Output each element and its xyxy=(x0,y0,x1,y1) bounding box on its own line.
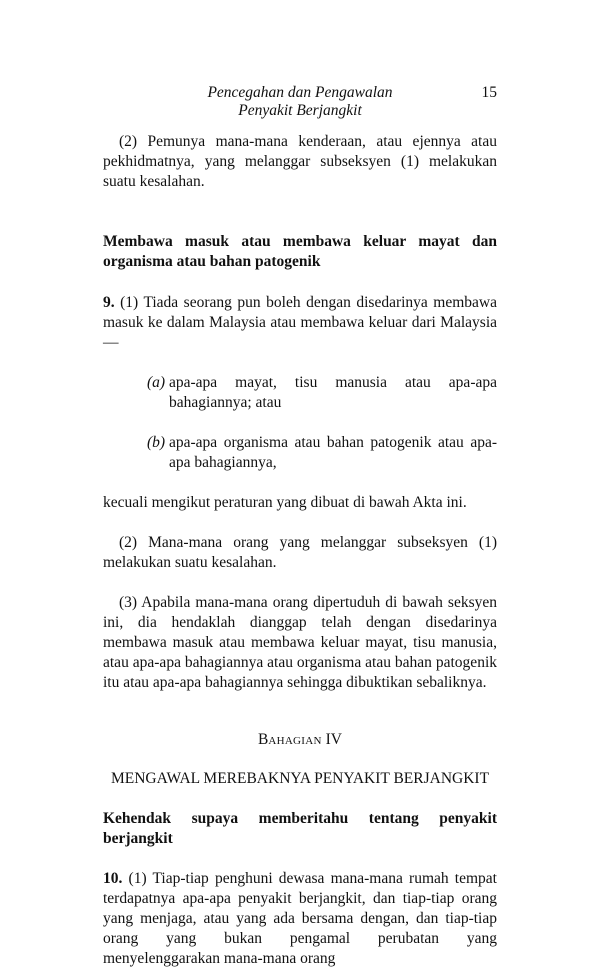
section-10-text xyxy=(103,869,497,969)
section-9-tail: kecuali mengikut peraturan yang dibuat di bawah Akta ini. xyxy=(103,494,467,511)
running-header xyxy=(103,84,497,120)
section-9-number: 9. xyxy=(103,294,115,311)
part-title: MENGAWAL MEREBAKNYA PENYAKIT BERJANGKIT xyxy=(110,770,490,787)
section-9-heading: Membawa masuk atau membawa keluar mayat dan organisma atau bahan patogenik xyxy=(103,233,497,270)
paragraph-8-2: (2) Pemunya mana-mana kenderaan, atau ejennya atau pekhidmatnya, yang melanggar subseksyen (1) melakukan suatu kesalahan. xyxy=(103,133,497,190)
item-b-text: apa-apa organisma atau bahan patogenik atau apa-apa bahagiannya, xyxy=(169,434,497,471)
item-b-label: (b) xyxy=(147,434,166,451)
section-9-item-a xyxy=(103,373,497,413)
part-label-initial: B xyxy=(257,731,269,748)
item-a-label: (a) xyxy=(147,374,166,391)
section-9-sub3: (3) Apabila mana-mana orang dipertuduh di bawah seksyen ini, dia hendaklah dianggap telah dengan disedarinya membawa masuk atau membawa keluar mayat, tisu manusia, atau apa-apa bahagiannya atau organisma atau bahan patogenik itu atau apa-apa bahagiannya sehingga dibuktikan sebaliknya. xyxy=(103,594,497,691)
section-9-item-b xyxy=(103,433,497,473)
part-label xyxy=(103,730,497,751)
item-a-text: apa-apa mayat, tisu manusia atau apa-apa bahagiannya; atau xyxy=(169,374,497,411)
part-label-rest: AHAGIAN xyxy=(268,735,322,747)
section-9-sub2: (2) Mana-mana orang yang melanggar subseksyen (1) melakukan suatu kesalahan. xyxy=(103,534,497,571)
page-number: 15 xyxy=(481,84,497,101)
part-label-number: IV xyxy=(325,731,342,748)
section-10-body: (1) Tiap-tiap penghuni dewasa mana-mana rumah tempat terdapatnya apa-apa penyakit berjangkit, dan tiap-tiap orang yang menjaga, atau yang ada bersama dengan, dan tiap-tiap orang yang bukan pengamal perubatan yang menyelenggarakan mana-mana orang xyxy=(103,870,497,967)
section-10-number: 10. xyxy=(103,870,123,887)
section-9-intro-text: (1) Tiada seorang pun boleh dengan disedarinya membawa masuk ke dalam Malaysia atau membawa keluar dari Malaysia— xyxy=(103,294,498,351)
document-page xyxy=(103,84,497,969)
header-title-line2: Penyakit Berjangkit xyxy=(238,102,362,119)
header-title-line1: Pencegahan dan Pengawalan xyxy=(207,84,393,101)
section-10-heading: Kehendak supaya memberitahu tentang penyakit berjangkit xyxy=(103,810,497,847)
section-9-intro xyxy=(103,293,497,353)
